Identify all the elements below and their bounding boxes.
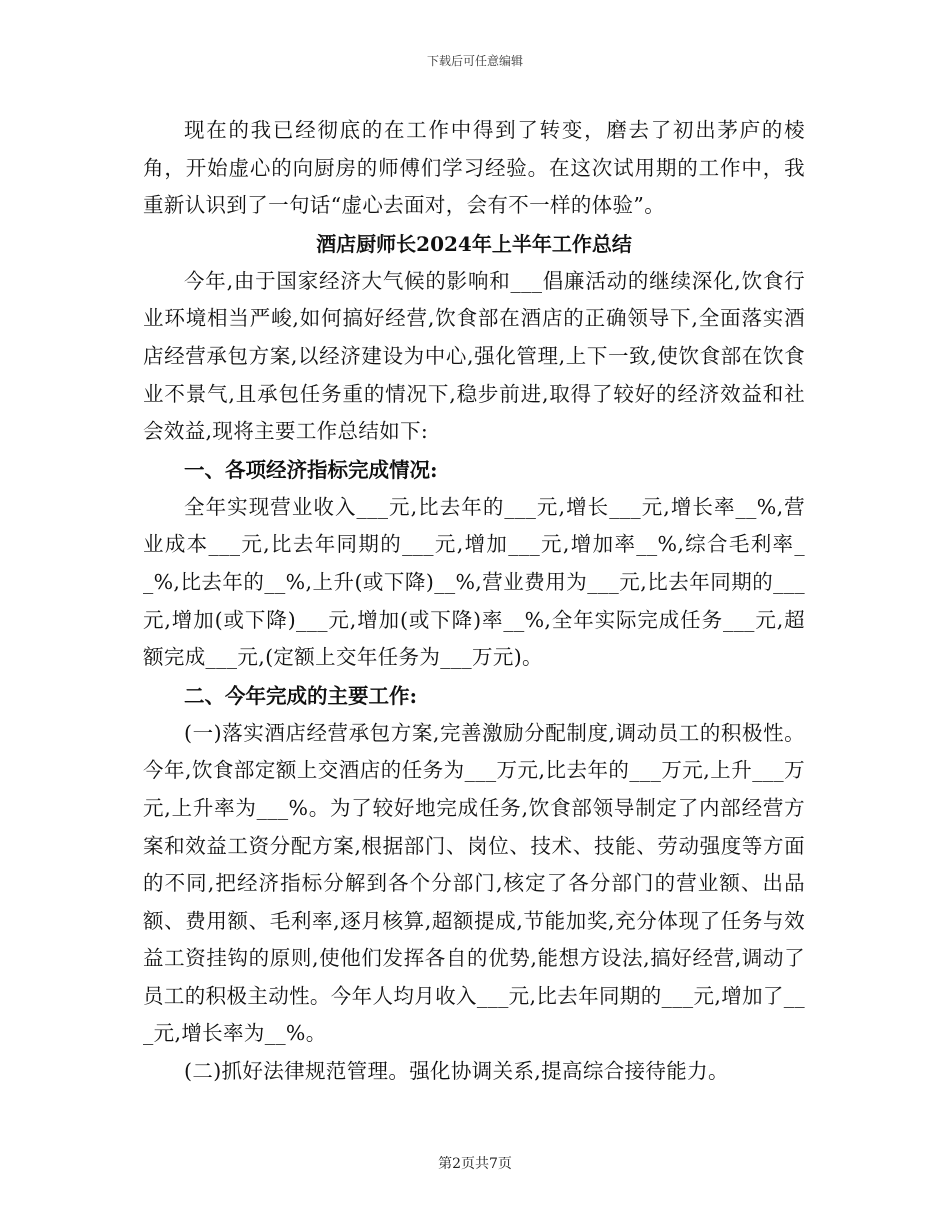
paragraph-overview: 今年,由于国家经济大气候的影响和___倡廉活动的继续深化,饮食行业环境相当严峻,如何搞好经营,饮食部在酒店的正确领导下,全面落实酒店经营承包方案,以经济建设为中心,强化管理,上下一致,使饮食部在饮食业不景气,且承包任务重的情况下,稳步前进,取得了较好的经济效益和社会效益,现将主要工作总结如下:: [143, 268, 805, 444]
paragraph-legal-management: (二)抓好法律规范管理。强化协调关系,提高综合接待能力。: [184, 1059, 729, 1084]
paragraph-indicators: 全年实现营业收入___元,比去年的___元,增长___元,增长率__%,营业成本___元,比去年同期的___元,增加___元,增加率__%,综合毛利率__%,比去年的__%,上升(或下降)__%,营业费用为___元,比去年同期的___元,增加(或下降)___元,增加(或下降)率__%,全年实际完成任务___元,超额完成___元,(定额上交年任务为___万元)。: [143, 494, 805, 670]
page-number: 第2页共7页: [438, 1156, 512, 1172]
document-body: [143, 112, 805, 1091]
document-title: 酒店厨师长2024年上半年工作总结: [316, 231, 632, 256]
section-heading-indicators: 一、各项经济指标完成情况:: [184, 457, 438, 482]
section-heading-main-work: 二、今年完成的主要工作:: [184, 683, 418, 708]
page-header: 下载后可任意编辑: [426, 54, 523, 68]
paragraph-contract-plan: (一)落实酒店经营承包方案,完善激励分配制度,调动员工的积极性。今年,饮食部定额上交酒店的任务为___万元,比去年的___万元,上升___万元,上升率为___%。为了较好地完成任务,饮食部领导制定了内部经营方案和效益工资分配方案,根据部门、岗位、技术、技能、劳动强度等方面的不同,把经济指标分解到各个分部门,核定了各分部门的营业额、出品额、费用额、毛利率,逐月核算,超额提成,节能加奖,充分体现了任务与效益工资挂钩的原则,使他们发挥各自的优势,能想方设法,搞好经营,调动了员工的积极主动性。今年人均月收入___元,比去年同期的___元,增加了___元,增长率为__%。: [143, 720, 805, 1046]
intro-paragraph: 现在的我已经彻底的在工作中得到了转变，磨去了初出茅庐的棱角，开始虚心的向厨房的师傅们学习经验。在这次试用期的工作中，我重新认识到了一句话“虚心去面对，会有不一样的体验”。: [143, 118, 805, 218]
